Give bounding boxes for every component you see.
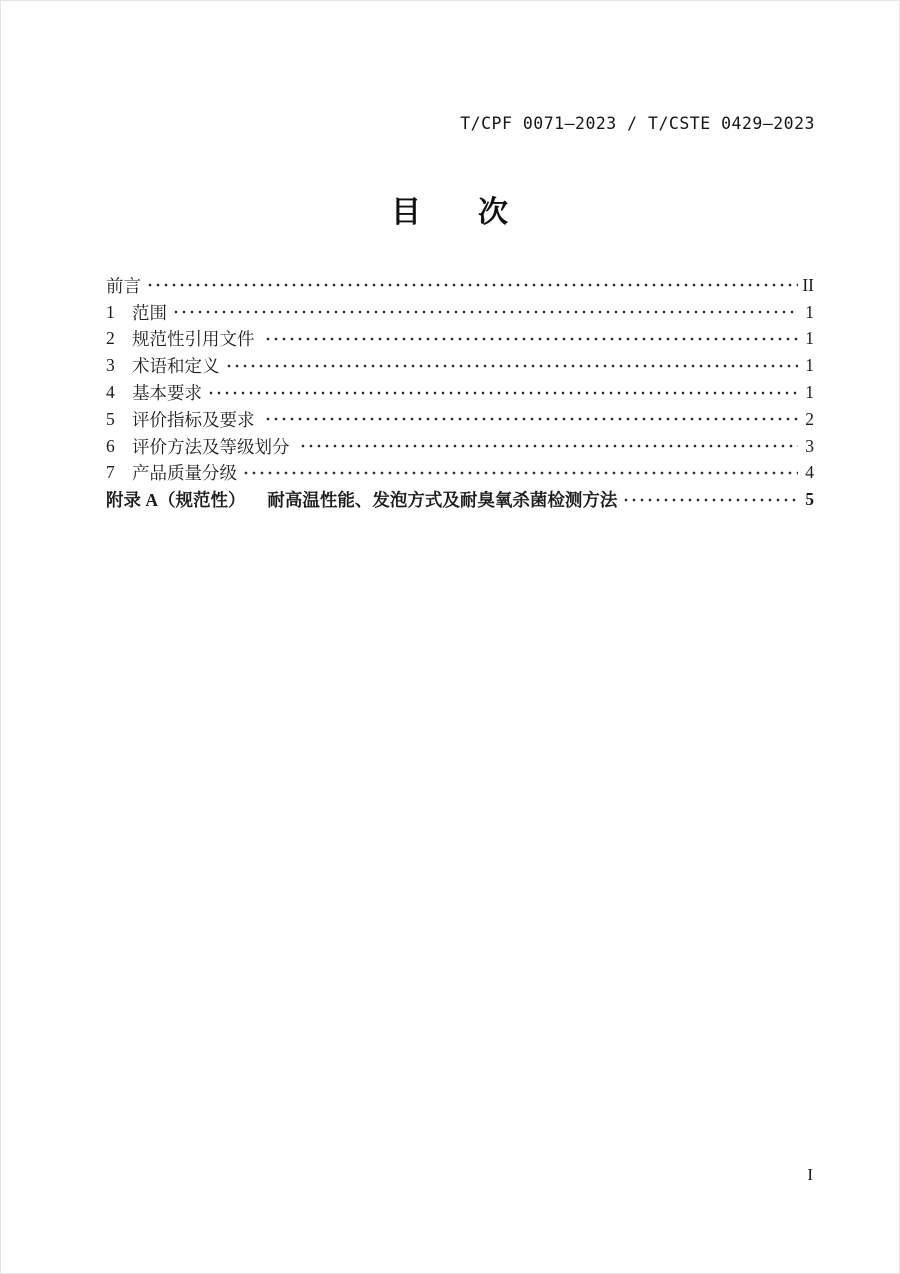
toc-entry-number: 6 — [106, 435, 115, 456]
toc-entry — [106, 352, 814, 379]
toc-entry — [106, 460, 814, 487]
toc-entry — [106, 272, 814, 299]
toc-entry-page: 1 — [805, 382, 814, 403]
dot-leader — [264, 406, 798, 433]
toc-entry-number: 7 — [106, 462, 115, 483]
toc-entry-title: 前言 — [106, 275, 141, 296]
dot-leader — [146, 272, 798, 299]
toc-entry-title: 评价指标及要求 — [132, 409, 259, 430]
toc-entry-page: 1 — [805, 301, 814, 322]
standard-code-header: T/CPF 0071—2023 / T/CSTE 0429—2023 — [460, 114, 815, 133]
dot-leader — [299, 433, 798, 460]
toc-entry-title: 术语和定义 — [132, 356, 220, 377]
toc-list — [106, 272, 814, 513]
toc-entry — [106, 406, 814, 433]
toc-entry-page: 4 — [805, 462, 814, 483]
toc-entry-number: 2 — [106, 328, 115, 349]
toc-entry-title: 附录 A（规范性） 耐高温性能、发泡方式及耐臭氧杀菌检测方法 — [106, 490, 618, 511]
toc-entry — [106, 326, 814, 353]
dot-leader — [225, 352, 799, 379]
toc-entry-title: 规范性引用文件 — [132, 329, 259, 350]
dot-leader — [172, 299, 798, 326]
toc-entry — [106, 433, 814, 460]
toc-entry — [106, 299, 814, 326]
toc-entry-number: 1 — [106, 301, 115, 322]
toc-entry-title: 评价方法及等级划分 — [132, 436, 294, 457]
toc-entry-number: 3 — [106, 355, 115, 376]
toc-entry-page: II — [802, 274, 814, 295]
toc-entry-page: 5 — [805, 489, 814, 510]
toc-entry — [106, 486, 814, 513]
toc-entry — [106, 379, 814, 406]
dot-leader — [264, 326, 798, 353]
toc-entry-page: 3 — [805, 435, 814, 456]
dot-leader — [622, 486, 798, 513]
toc-entry-title: 产品质量分级 — [132, 463, 237, 484]
toc-entry-page: 2 — [805, 408, 814, 429]
dot-leader — [207, 379, 798, 406]
toc-entry-title: 基本要求 — [132, 383, 202, 404]
toc-entry-number: 5 — [106, 408, 115, 429]
toc-entry-page: 1 — [805, 328, 814, 349]
toc-entry-number: 4 — [106, 382, 115, 403]
toc-entry-page: 1 — [805, 355, 814, 376]
page-title: 目 次 — [390, 196, 509, 229]
dot-leader — [242, 460, 798, 487]
toc-entry-title: 范围 — [132, 302, 167, 323]
footer-page-number: I — [807, 1165, 813, 1184]
